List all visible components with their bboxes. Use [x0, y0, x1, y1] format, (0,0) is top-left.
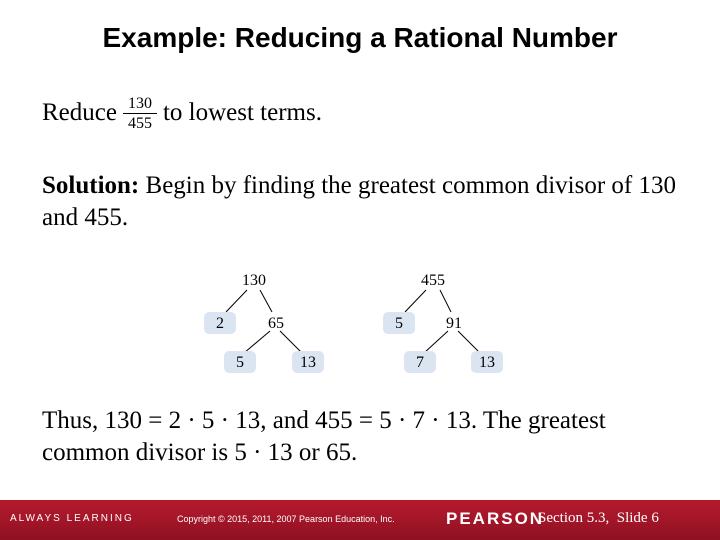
fraction-130-455 — [123, 94, 157, 133]
tree-455-leaf-left: 7 — [416, 354, 424, 371]
tree-130-mid-right: 65 — [268, 315, 284, 332]
problem-prefix: Reduce — [42, 99, 117, 126]
tree-455-root: 455 — [421, 272, 445, 289]
tree-455-mid-left: 5 — [395, 315, 403, 332]
factor-tree-130 — [204, 272, 324, 373]
slide-title: Example: Reducing a Rational Number — [102, 22, 618, 53]
fraction-numerator: 130 — [127, 94, 152, 112]
tree-130-leaf-left: 5 — [236, 354, 244, 371]
conclusion-paragraph: Thus, 130 = 2 · 5 · 13, and 455 = 5 · 7 · 13. The greatest common divisor is 5 · 13 or 65. — [42, 407, 606, 466]
tree-455-leaf-right: 13 — [479, 354, 495, 371]
pearson-logo: PEARSON — [446, 509, 545, 528]
footer-bar — [0, 500, 720, 540]
tree-455-mid-right: 91 — [446, 315, 462, 332]
slide-number: Section 5.3, Slide 6 — [538, 510, 659, 526]
tree-130-mid-left: 2 — [216, 315, 224, 332]
factor-trees — [0, 262, 720, 382]
solution-label: Solution: — [42, 172, 140, 199]
solution-text: Begin by finding the greatest common divisor of 130 and 455. — [42, 172, 676, 231]
tree-130-leaf-right: 13 — [300, 354, 316, 371]
problem-suffix: to lowest terms. — [162, 99, 322, 126]
problem-statement — [42, 88, 322, 138]
solution-paragraph — [42, 170, 692, 234]
tree-130-root: 130 — [242, 272, 266, 289]
footer-always-learning: ALWAYS LEARNING — [10, 513, 134, 524]
footer-copyright: Copyright © 2015, 2011, 2007 Pearson Education, Inc. — [177, 514, 395, 524]
factor-tree-455 — [383, 272, 503, 373]
fraction-denominator: 455 — [127, 114, 152, 132]
